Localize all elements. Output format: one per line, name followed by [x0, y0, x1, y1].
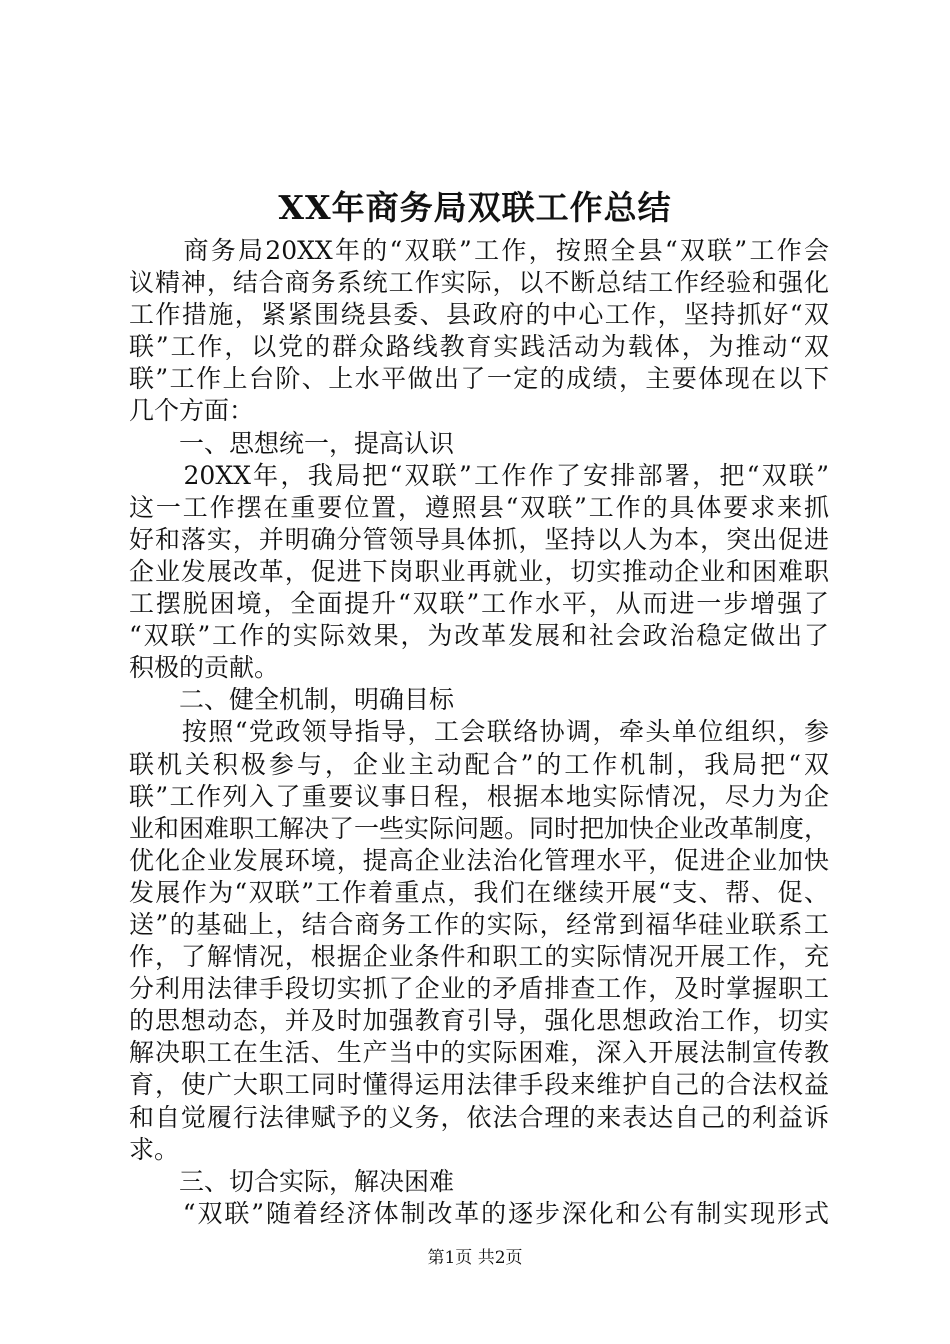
text-line: 一、思想统一，提高认识 [129, 428, 455, 458]
text-line: 商务局20XX年的“双联”工作，按照全县“双联”工作会 [129, 236, 829, 265]
text-line: 积极的贡献。 [129, 653, 280, 683]
document-body [129, 235, 829, 1230]
text-line: 解决职工在生活、生产当中的实际困难，深入开展法制宣传教 [129, 1038, 829, 1068]
text-line: 二、健全机制，明确目标 [129, 685, 455, 715]
text-line: 这一工作摆在重要位置，遵照县“双联”工作的具体要求来抓 [129, 492, 829, 522]
page-title: XX年商务局双联工作总结 [278, 188, 672, 227]
page-footer: 第1页 共2页 [427, 1248, 523, 1268]
text-line: 20XX年，我局把“双联”工作作了安排部署，把“双联” [129, 460, 829, 490]
text-line: 联”工作，以党的群众路线教育实践活动为载体，为推动“双 [129, 332, 829, 362]
text-line: 好和落实，并明确分管领导具体抓，坚持以人为本，突出促进 [129, 524, 829, 554]
text-line: 按照“党政领导指导，工会联络协调，牵头单位组织，参 [129, 717, 829, 747]
text-line: “双联”随着经济体制改革的逐步深化和公有制实现形式 [129, 1198, 829, 1228]
text-line: 发展作为“双联”工作着重点，我们在继续开展“支、帮、促、 [129, 877, 829, 907]
text-line: 联”工作列入了重要议事日程，根据本地实际情况，尽力为企 [129, 781, 829, 811]
text-line: 分利用法律手段切实抓了企业的矛盾排查工作，及时掌握职工 [129, 974, 829, 1004]
text-line: 优化企业发展环境，提高企业法治化管理水平，促进企业加快 [129, 845, 829, 875]
text-line: 求。 [129, 1134, 180, 1164]
text-line: 联机关积极参与，企业主动配合”的工作机制，我局把“双 [129, 749, 829, 779]
text-line: 几个方面： [129, 396, 255, 426]
text-line: “双联”工作的实际效果，为改革发展和社会政治稳定做出了 [129, 621, 829, 651]
text-line: 业和困难职工解决了一些实际问题。同时把加快企业改革制度， [129, 813, 829, 843]
text-line: 送”的基础上，结合商务工作的实际，经常到福华硅业联系工 [129, 909, 829, 939]
text-line: 议精神，结合商务系统工作实际，以不断总结工作经验和强化 [129, 268, 829, 298]
text-line: 育，使广大职工同时懂得运用法律手段来维护自己的合法权益 [129, 1070, 829, 1100]
text-line: 工摆脱困境，全面提升“双联”工作水平，从而进一步增强了 [129, 589, 829, 619]
text-line: 三、切合实际，解决困难 [129, 1166, 455, 1196]
text-line: 企业发展改革，促进下岗职业再就业，切实推动企业和困难职 [129, 556, 829, 586]
text-line: 的思想动态，并及时加强教育引导，强化思想政治工作，切实 [129, 1006, 829, 1036]
text-line: 作，了解情况，根据企业条件和职工的实际情况开展工作，充 [129, 942, 829, 972]
text-line: 工作措施，紧紧围绕县委、县政府的中心工作，坚持抓好“双 [129, 300, 829, 330]
text-line: 联”工作上台阶、上水平做出了一定的成绩，主要体现在以下 [129, 364, 829, 394]
text-line: 和自觉履行法律赋予的义务，依法合理的来表达自己的利益诉 [129, 1102, 829, 1132]
